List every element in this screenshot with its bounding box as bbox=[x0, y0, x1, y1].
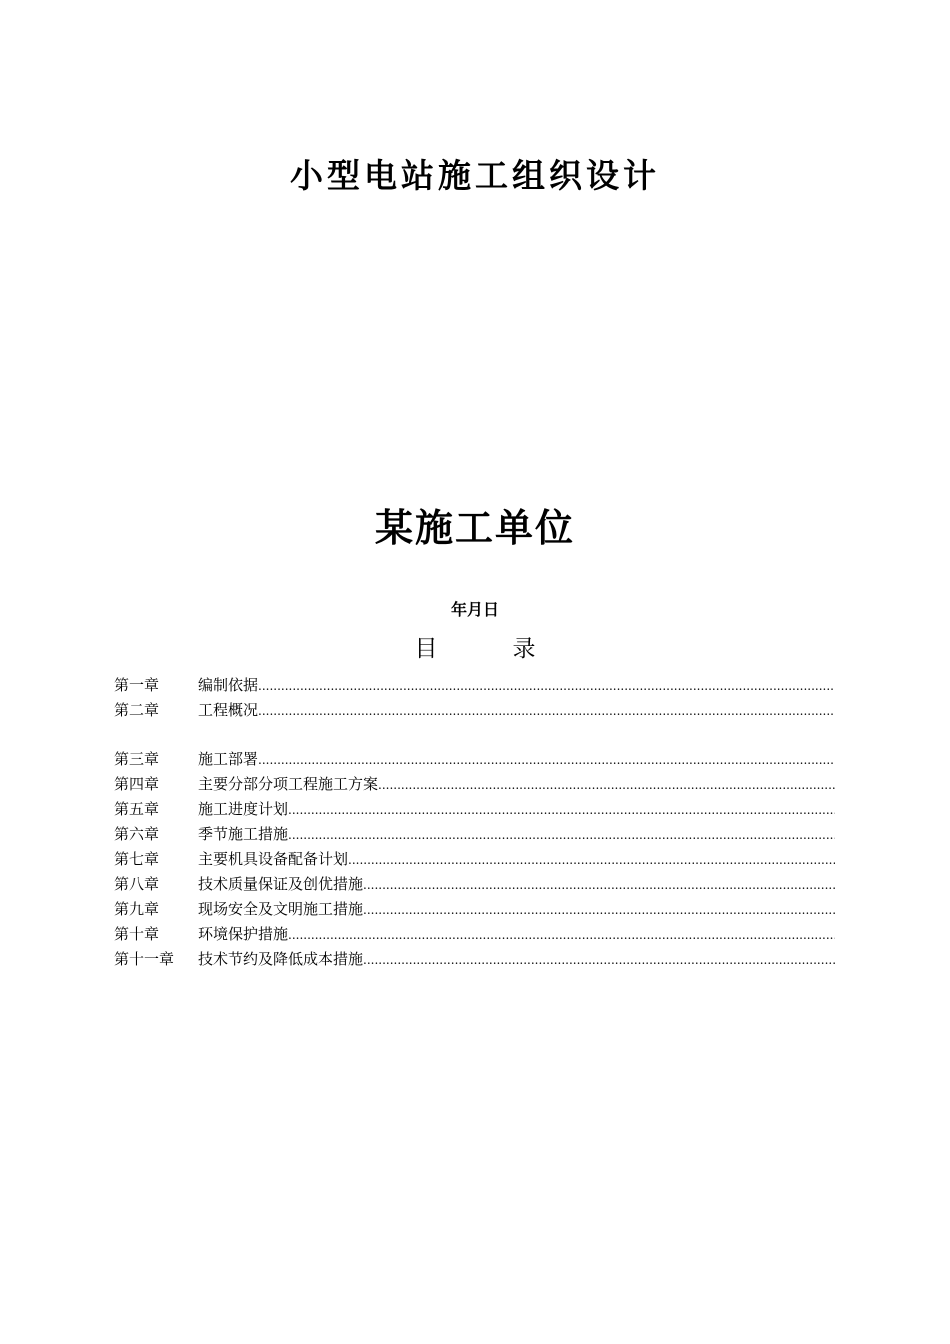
document-title: 小型电站施工组织设计 bbox=[290, 156, 660, 195]
toc-dot-leader bbox=[348, 848, 835, 873]
toc-dot-leader bbox=[288, 823, 835, 848]
toc-item-6[interactable] bbox=[114, 822, 835, 847]
toc-dot-leader bbox=[258, 674, 835, 699]
toc-dot-leader bbox=[363, 873, 835, 898]
toc-dot-leader bbox=[288, 798, 835, 823]
toc-item-9[interactable] bbox=[114, 897, 835, 922]
toc-chapter-number: 第一章 bbox=[114, 676, 160, 694]
toc-dot-leader bbox=[363, 898, 835, 923]
toc-item-7[interactable] bbox=[114, 847, 835, 872]
toc-item-11[interactable] bbox=[114, 947, 835, 972]
toc-chapter-title: 主要分部分项工程施工方案 bbox=[198, 775, 379, 793]
toc-chapter-number: 第四章 bbox=[114, 775, 160, 793]
toc-chapter-title: 环境保护措施 bbox=[198, 925, 289, 943]
toc-chapter-number: 第十章 bbox=[114, 925, 160, 943]
toc-chapter-number: 第三章 bbox=[114, 750, 160, 768]
toc-dot-leader bbox=[378, 773, 835, 798]
toc-item-1[interactable] bbox=[114, 673, 835, 698]
toc-chapter-title: 工程概况 bbox=[198, 701, 259, 719]
toc-dot-leader bbox=[258, 748, 835, 773]
organization-name: 某施工单位 bbox=[374, 505, 575, 550]
toc-dot-leader bbox=[363, 948, 835, 973]
toc-chapter-title: 季节施工措施 bbox=[198, 825, 289, 843]
toc-item-8[interactable] bbox=[114, 872, 835, 897]
toc-chapter-title: 现场安全及文明施工措施 bbox=[198, 900, 364, 918]
toc-chapter-number: 第六章 bbox=[114, 825, 160, 843]
toc-dot-leader bbox=[288, 923, 835, 948]
toc-chapter-number: 第二章 bbox=[114, 701, 160, 719]
toc-chapter-title: 技术节约及降低成本措施 bbox=[198, 950, 364, 968]
toc-chapter-number: 第八章 bbox=[114, 875, 160, 893]
toc-chapter-title: 主要机具设备配备计划 bbox=[198, 850, 349, 868]
toc-item-5[interactable] bbox=[114, 797, 835, 822]
toc-chapter-title: 编制依据 bbox=[198, 676, 259, 694]
document-date: 年月日 bbox=[450, 600, 499, 619]
toc-item-2[interactable] bbox=[114, 698, 835, 723]
toc-chapter-number: 第五章 bbox=[114, 800, 160, 818]
toc-chapter-title: 技术质量保证及创优措施 bbox=[198, 875, 364, 893]
toc-item-4[interactable] bbox=[114, 772, 835, 797]
toc-chapter-number: 第九章 bbox=[114, 900, 160, 918]
toc-item-10[interactable] bbox=[114, 922, 835, 947]
toc-chapter-number: 第十一章 bbox=[114, 950, 175, 968]
table-of-contents bbox=[114, 673, 835, 972]
toc-chapter-title: 施工进度计划 bbox=[198, 800, 289, 818]
toc-chapter-title: 施工部署 bbox=[198, 750, 259, 768]
toc-chapter-number: 第七章 bbox=[114, 850, 160, 868]
toc-dot-leader bbox=[258, 699, 835, 724]
toc-item-3[interactable] bbox=[114, 747, 835, 772]
toc-heading: 目 录 bbox=[414, 636, 562, 662]
